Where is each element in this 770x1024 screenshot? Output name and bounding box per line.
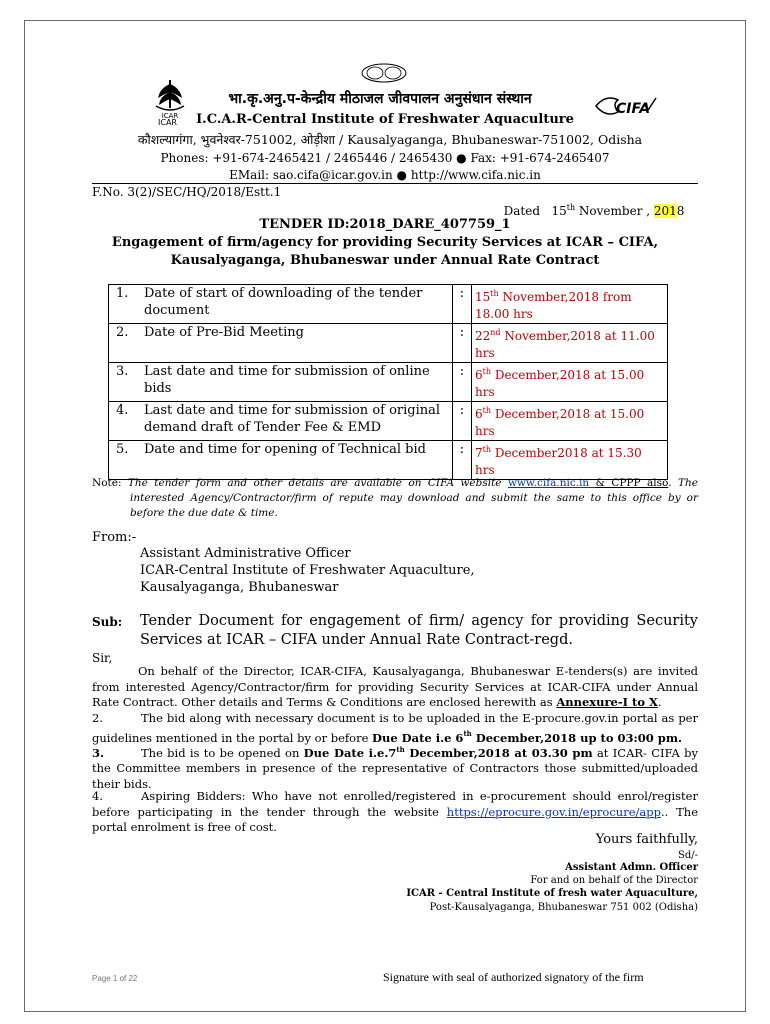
row-colon: :: [453, 285, 472, 324]
header-rule: [92, 183, 698, 184]
dated: Dated 15th November , 2018: [503, 203, 685, 218]
table-row: [109, 402, 668, 441]
body-paragraph-2: 2. The bid along with necessary document is to be uploaded in the E-procure.gov.in portal as per guidelines mentioned in the portal by or before Due Date i.e 6th December,2018 up to 03:00 pm.: [92, 711, 698, 745]
table-row: [109, 324, 668, 363]
body-paragraph-3: 3. The bid is to be opened on Due Date i.e.7th December,2018 at 03.30 pm at ICAR- CIFA by the Committee members in presence of the representative of Contractors those submitted/uploaded their bids.: [92, 745, 699, 791]
subject-label: Sub:: [92, 615, 123, 629]
institute-name-english: I.C.A.R-Central Institute of Freshwater Aquaculture: [196, 112, 574, 127]
row-value: 15th November,2018 from 18.00 hrs: [472, 285, 668, 324]
row-colon: :: [453, 402, 472, 441]
signature-sd: Sd/-: [678, 850, 698, 861]
row-label: Date of Pre-Bid Meeting: [141, 324, 453, 363]
institute-name-hindi: भा.कृ.अनु.प-केन्द्रीय मीठाजल जीवपालन अनुसंधान संस्थान: [228, 91, 532, 107]
row-label: Last date and time for submission of online bids: [141, 363, 453, 402]
row-number: 4.: [109, 402, 142, 441]
institute-phones: Phones: +91-674-2465421 / 2465446 / 2465430 ● Fax: +91-674-2465407: [160, 151, 610, 165]
svg-text:CIFA: CIFA: [616, 101, 651, 117]
table-row: [109, 285, 668, 324]
signature-institute: ICAR - Central Institute of fresh water Aquaculture,: [406, 888, 698, 899]
row-value: 6th December,2018 at 15.00 hrs: [472, 363, 668, 402]
body-paragraph-4: 4. Aspiring Bidders: Who have not enrolled/registered in e-procurement should enrol/register before participating in the tender through the website https://eprocure.gov.in/eprocure/app.. The portal enrolment is free of cost.: [92, 789, 699, 834]
table-row: [109, 363, 668, 402]
signature-designation: Assistant Admn. Officer: [565, 862, 698, 873]
row-number: 1.: [109, 285, 142, 324]
national-emblem-icon: [360, 62, 408, 84]
signature-seal-line: Signature with seal of authorized signatory of the firm: [383, 970, 644, 984]
from-label: From:-: [92, 530, 137, 545]
row-colon: :: [453, 324, 472, 363]
cifa-website-link[interactable]: www.cifa.nic.in: [507, 477, 596, 489]
body-paragraph-1: On behalf of the Director, ICAR-CIFA, Kausalyaganga, Bhubaneswar E-tenders(s) are invited from interested Agency/Contractor/firm for providing Security Services at ICAR-CIFA under Annual Rate Contract. Other details and Terms & Conditions are enclosed herewith as Annexure-I to X.: [92, 664, 698, 709]
from-line1: Assistant Administrative Officer: [140, 546, 351, 561]
row-label: Date and time for opening of Technical bid: [141, 441, 453, 480]
row-label: Date of start of downloading of the tender document: [141, 285, 453, 324]
row-value: 7th December2018 at 15.30 hrs: [472, 441, 668, 480]
row-colon: :: [453, 363, 472, 402]
icar-logo-text: ICAR: [158, 118, 177, 127]
table-row: [109, 441, 668, 480]
subject-line1: Tender Document for engagement of firm/ agency for providing Security: [140, 613, 698, 629]
file-number: F.No. 3(2)/SEC/HQ/2018/Estt.1: [92, 185, 282, 199]
schedule-table: [108, 284, 668, 480]
salutation: Sir,: [92, 651, 113, 665]
tender-title-line2: Kausalyaganga, Bhubaneswar under Annual Rate Contract: [170, 253, 600, 268]
tender-id: TENDER ID:2018_DARE_407759_1: [259, 217, 511, 232]
signature-behalf: For and on behalf of the Director: [530, 875, 698, 886]
row-number: 3.: [109, 363, 142, 402]
institute-address: कौशल्यागंगा, भुवनेश्वर-751002, ओड़ीशा / Kausalyaganga, Bhubaneswar-751002, Odisha: [137, 132, 643, 147]
row-colon: :: [453, 441, 472, 480]
from-line2: ICAR-Central Institute of Freshwater Aquaculture,: [140, 563, 475, 578]
subject-line2: Services at ICAR – CIFA under Annual Rate Contract-regd.: [140, 632, 573, 648]
closing: Yours faithfully,: [595, 832, 698, 847]
tender-title-line1: Engagement of firm/agency for providing Security Services at ICAR – CIFA,: [111, 235, 659, 250]
institute-email: EMail: sao.cifa@icar.gov.in ● http://www.cifa.nic.in: [229, 168, 541, 182]
row-number: 5.: [109, 441, 142, 480]
row-value: 6th December,2018 at 15.00 hrs: [472, 402, 668, 441]
svg-text:ICAR: ICAR: [161, 112, 179, 120]
row-number: 2.: [109, 324, 142, 363]
signature-post: Post-Kausalyaganga, Bhubaneswar 751 002 (Odisha): [429, 902, 698, 913]
page-number: Page 1 of 22: [92, 974, 138, 983]
note: Note: The tender form and other details are available on CIFA website www.cifa.nic.in & CPPP also. The interested Agency/Contractor/firm of repute may download and submit the same to this office by or before the due date & time.: [92, 477, 698, 519]
row-label: Last date and time for submission of original demand draft of Tender Fee & EMD: [141, 402, 453, 441]
row-value: 22nd November,2018 at 11.00 hrs: [472, 324, 668, 363]
eprocure-link[interactable]: https://eprocure.gov.in/eprocure/app: [446, 804, 661, 819]
from-line3: Kausalyaganga, Bhubaneswar: [140, 580, 339, 595]
